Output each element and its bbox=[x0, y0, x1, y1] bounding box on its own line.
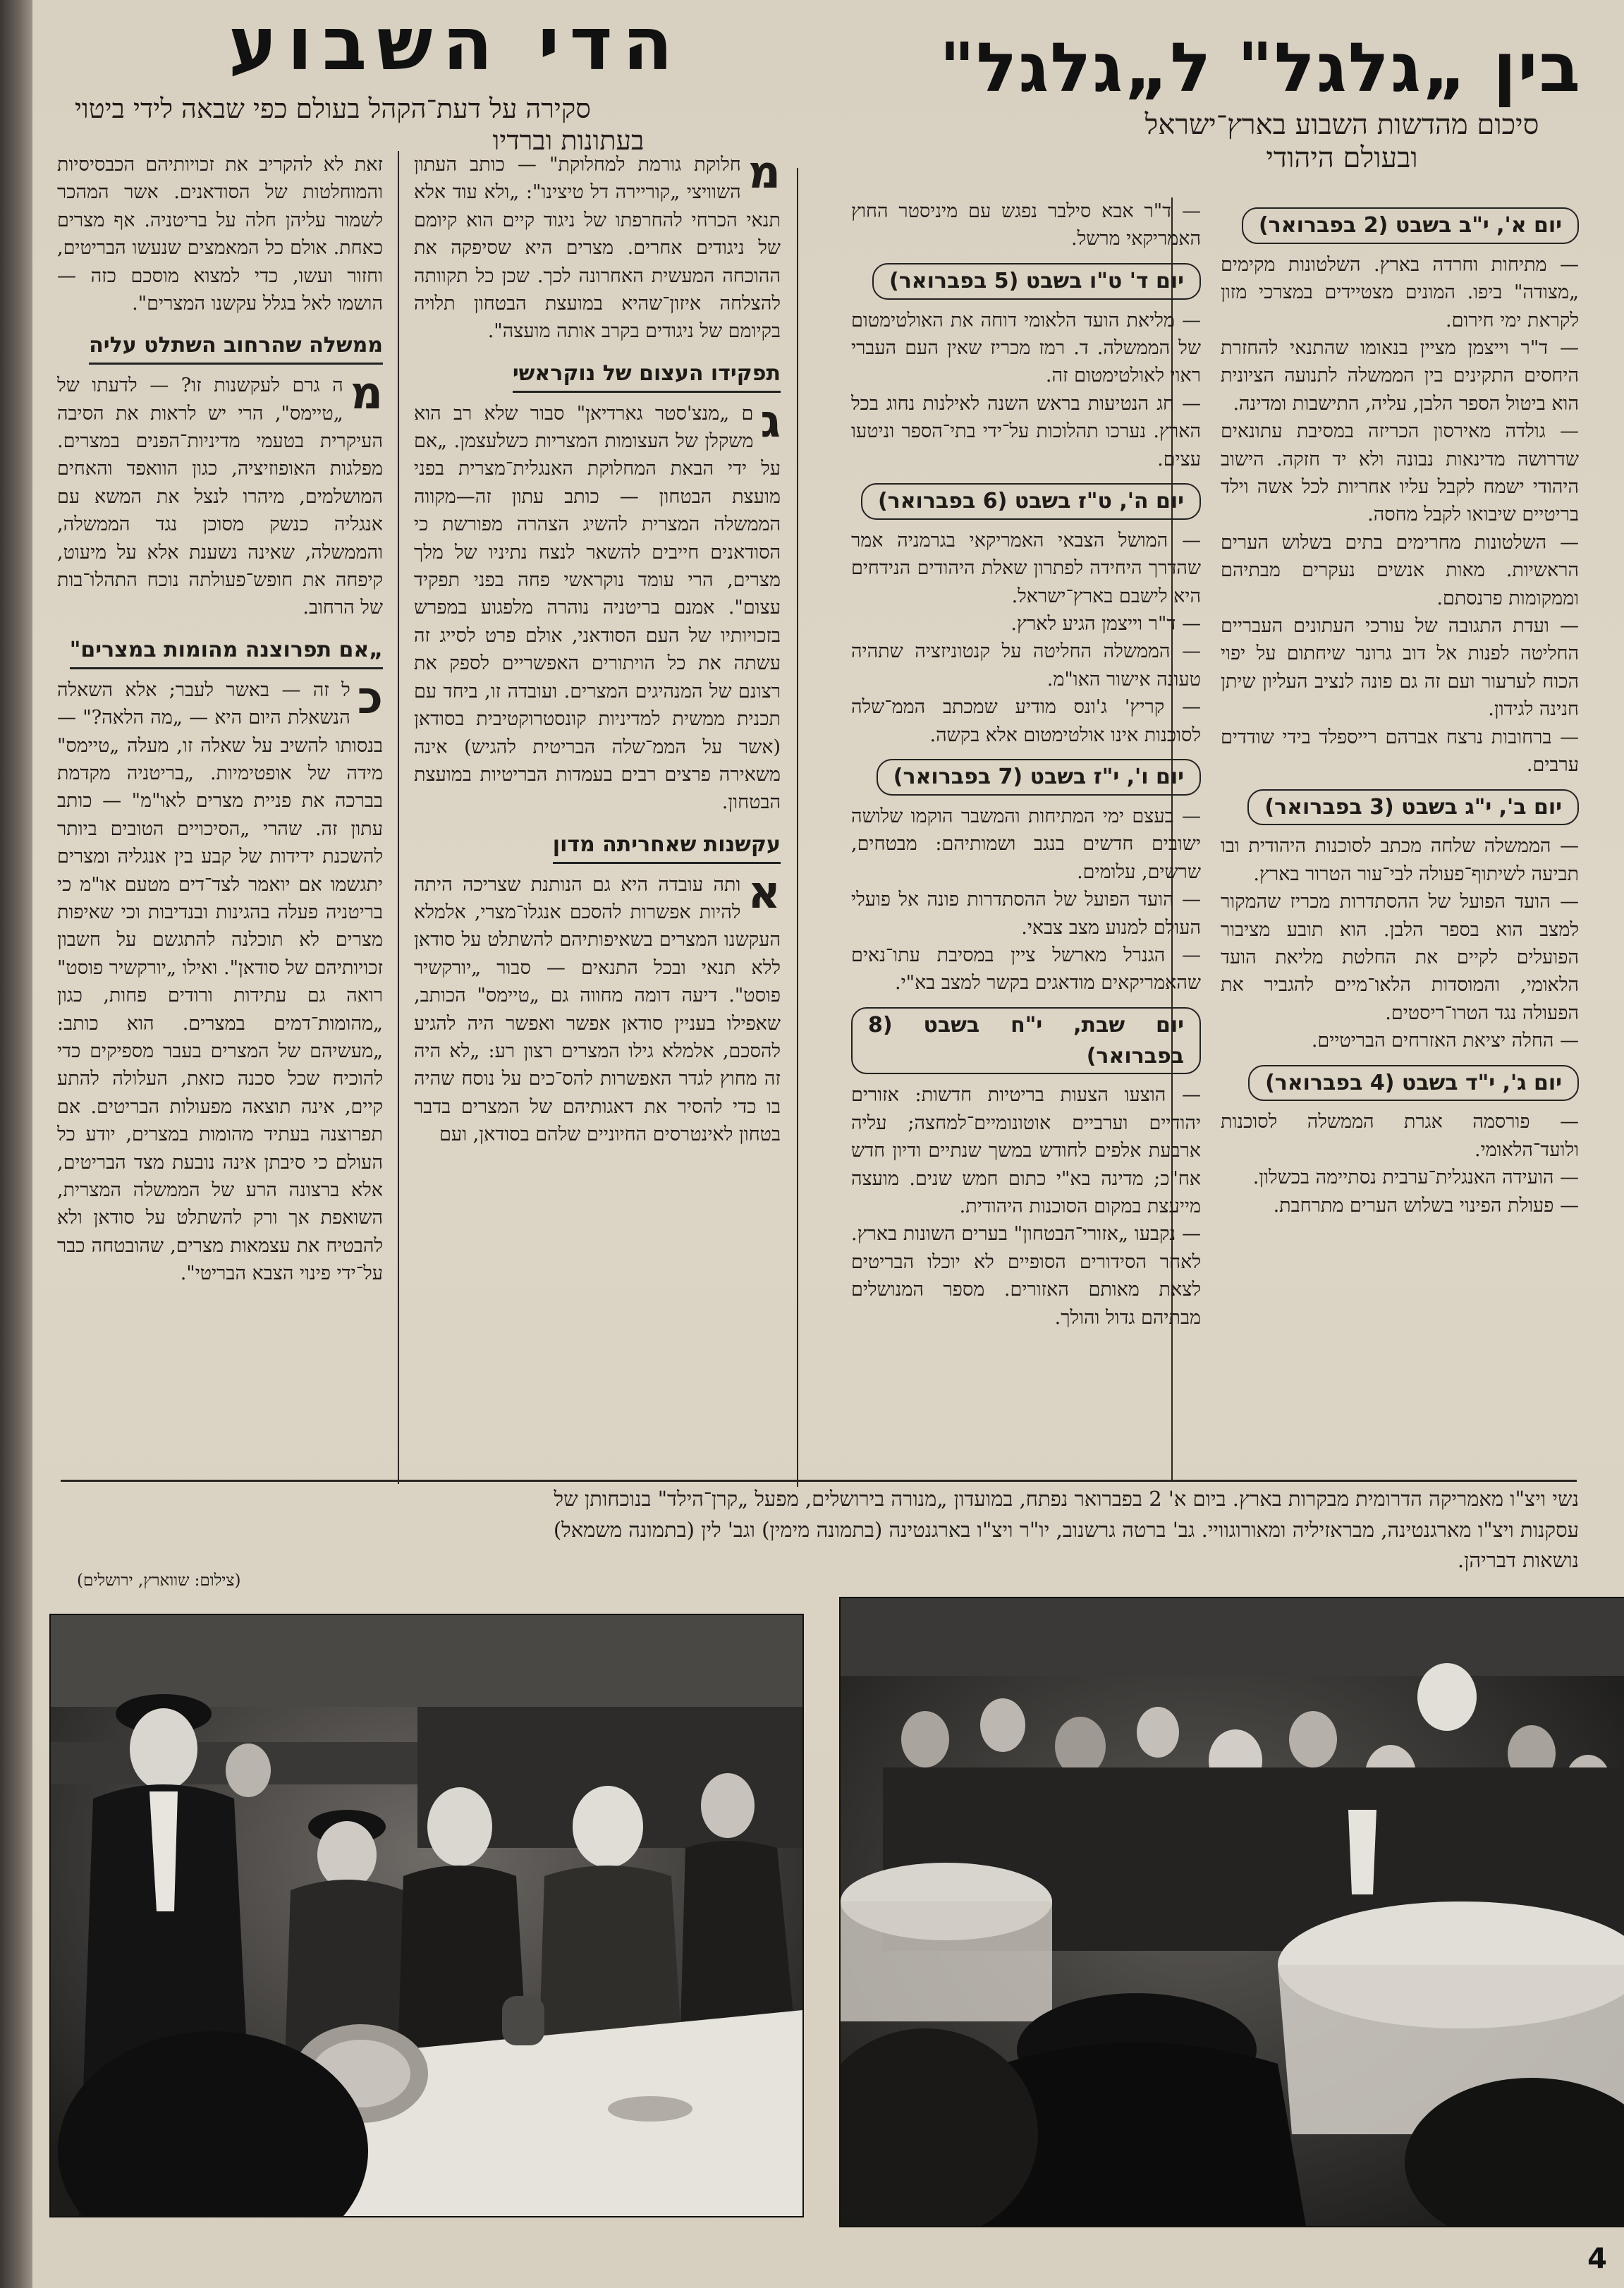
press-paragraph: ג ם „מנצ'סטר גארדיאן" סבור שלא רב הוא משקלן של העצומות המצריות כשלעצמן. „אם על ידי הבאת המחלוקת האנגלית־מצרית בפני מועצת הבטחון — כותב עתון זה—מקווה הממשלה המצרית להשיג הצהרה מפורשת כי הסודאנים חייבים להשאר לנצח נתיניו של מלך מצרים, הרי עומד נוקראשי פחה בפני תפקיד עצום". אמנם בריטניה נוהרה מלפגוע במפרש בזכויותיו של העם הסודאני, אולם פרט לסייג זה עשתה את כל הויתורים האפשריים לספק את רצונם של המנהיגים המצרים. ועובדה זו, ביחד עם תכנית ממשית למדיניות קונסטרוקטיבית בסודאן (אשר על הממ־שלה הבריטית להגיש) אינה משאירה פרצים רבים בעמדות הבריטיות במועצת הבטחון. bbox=[414, 395, 781, 814]
dropcap: א bbox=[747, 866, 781, 919]
echoes-subtitle-1: סקירה על דעת־הקהל בעולם כפי שבאה לידי ביטוי bbox=[75, 93, 591, 124]
weekly-summary-title: בין „גלגל" ל„גלגל" bbox=[939, 28, 1582, 107]
press-column-3 bbox=[414, 151, 781, 1484]
press-paragraph: זאת לא להקריב את זכויותיהם הכבסיסיות והמוחלטות של הסודאנים. אשר המהכר לשמור עליהן חלה על בריטניה. אף מצרים כאחת. אולם כל המאמצים שנעשו הבריטים, וחזור ועשו, כדי למצוא מוסכם כזה — הושמו לאל בגלל עקשנו המצרים". bbox=[57, 154, 383, 315]
date-heading: יום א', י"ב בשבט (2 בפברואר) bbox=[1242, 207, 1579, 244]
news-item: — הועד הפועל של ההסתדרות מכריז שהמקור למצב הוא בספר הלבן. הוא תובע מציבור הפועלים לקיים את החלטת מליאת הועד הלאומי, והמוסדות הלאו־מיים להגביר את הפעולה נגד הטרו־ריסטים. bbox=[1221, 891, 1579, 1024]
news-item: — גולדה מאירסון הכריזה במסיבת עתונאים שדרושה מדינאות נבונה ולא יד חזקה. הישוב היהודי ישמח לקבל עליו אחריות לכל אשה וילד בריטיים שיבואו לקבל מחסה. bbox=[1221, 420, 1579, 526]
date-heading: יום ו', י"ז בשבט (7 בפברואר) bbox=[877, 759, 1201, 796]
press-paragraph: כ ל זה — באשר לעבר; אלא השאלה הנשאלת היום היא — „מה הלאה?" — בנסותו להשיב על שאלה זו, מעלה „טיימס" מידה של אופטימיות. „בריטניה מקדמת בברכה את פניית מצרים לאו"מ" — כותב עתון זה. שהרי „הסיכויים הטובים ביותר להשכנת ידידות של קבע בין אנגליה ומצרים יתגשמו אם יואמר לצד־דים מטעם או"מ כי בריטניה פעלה בהגינות ובנדיבות וכי שאיפות מצרים לא תוכלנה להתגשם על חשבון זכויותיהם של סודאן". ואילו „יורקשיר פוסט" רואה גם עתידות ורודים פחות, כגון „מהומות־דמים במצרים. הוא כותב: „מעשיהם של המצרים בעבר מספיקים כדי להוכיח שכל סכנה כזאת, העלולה להתע קיים, אינה תוצאה מפעולות הבריטים. אם תפרוצנה בעתיד מהומות במצרים, יודע כל העולם כי סיבתן אינה נובעת מצד הבריטים, אלא ברצונה הרע של הממשלה המצרית, השואפת אך ורק להשתלט על סודאן ולא להבטיח את עצמאות מצרים, שהובטחה כבר על־ידי פינוי הצבא הבריטי". bbox=[57, 671, 383, 1285]
news-item: — השלטונות מחרימים בתים בשלוש הערים הראשיות. מאות אנשים נעקרים מבתיהם וממקומות פרנסתם. bbox=[1221, 531, 1579, 609]
date-heading: יום ה', ט"ז בשבט (6 בפברואר) bbox=[861, 483, 1201, 520]
weekly-summary-subtitle-2: ובעולם היהודי bbox=[1266, 142, 1418, 175]
page-number: 4 bbox=[1587, 2243, 1607, 2275]
column-rule bbox=[797, 168, 798, 1487]
photo-left bbox=[49, 1614, 804, 2217]
echoes-masthead bbox=[75, 1, 836, 157]
news-item: — ד"ר וייצמן הגיע לארץ. bbox=[1011, 613, 1201, 635]
magazine-page bbox=[32, 0, 1624, 2288]
news-item: — מליאת הועד הלאומי דוחה את האולטימטום של הממשלה. ד. רמז מכריז שאין העם העברי ראוי לאולטימטום זה. bbox=[851, 309, 1201, 387]
date-heading: יום ב', י"ג בשבט (3 בפברואר) bbox=[1247, 789, 1579, 826]
caption-line: נושאות דבריהן. bbox=[1457, 1548, 1579, 1572]
caption-rule bbox=[61, 1480, 1577, 1482]
caption-line: עסקנות ויצ"ו מארגנטינה, מבראזיליה ומאורוגוויי. גב' ברטה גרשנוב, יו"ר ויצ"ו בארגנטינה (בתמונה מימין) וגב' לין (בתמונה משמאל) bbox=[553, 1517, 1579, 1542]
press-paragraph: מ ה גרם לעקשנות זו? — לדעתו של „טיימס", הרי יש לראות את הסיבה העיקרית בטעמי מדיניות־הפנים במצרים. מפלגות האופוזיציה, כגון הוואפד והאחים המושלמים, מיהרו לנצל את המשא עם אנגליה כנשק מסוכן נגד הממשלה, והממשלה, שאינה נשענת אלא על מיעוט, קיפחה את חופש־פעולתה נוכח התהלו־בות של הרחוב. bbox=[57, 367, 383, 619]
news-item: — הממשלה החליטה על קנטוניזציה שתהיה טעונה אישור האו"מ. bbox=[851, 640, 1201, 690]
echoes-title: הדי השבוע bbox=[228, 1, 683, 87]
section-heading: ממשלה שהרחוב השתלט עליה bbox=[89, 330, 383, 365]
photo-credit: (צילום: שווארץ, ירושלים) bbox=[77, 1571, 241, 1590]
section-heading: „אם תפרוצנה מהומות במצרים" bbox=[70, 635, 383, 669]
photo-right-image bbox=[841, 1598, 1624, 2226]
photo-right bbox=[839, 1597, 1624, 2227]
book-binding bbox=[0, 0, 32, 2288]
date-heading: יום ד' ט"ו בשבט (5 בפברואר) bbox=[872, 263, 1201, 300]
news-item: — הוצעו הצעות בריטיות חדשות: אזורים יהודיים וערביים אוטונומיים־למחצה; עליה ארבעת אלפים לחודש במשך שנתיים ודיון חדש אח"כ; מדינה בא"י כתום חמש שנים. מועצה מייעצת במקום הסוכנות היהודית. bbox=[851, 1084, 1201, 1217]
photo-left-image bbox=[51, 1615, 802, 2216]
news-item: — ברחובות נרצח אברהם רייספלד בידי שודדים ערבים. bbox=[1221, 726, 1579, 777]
date-heading: יום שבת, י"ח בשבט (8 בפברואר) bbox=[851, 1007, 1201, 1075]
photo-caption bbox=[77, 1484, 1579, 1590]
news-item: — הממשלה שלחה מכתב לסוכנות היהודית ובו תביעה לשיתוף־פעולה לבי־עור הטרור בארץ. bbox=[1221, 835, 1579, 885]
press-column-4 bbox=[57, 151, 383, 1484]
caption-line: נשי ויצ"ו מאמריקה הדרומית מבקרות בארץ. ביום א' 2 בפברואר נפתח, במועדון „מנורה בירושלים, מפעל „קרן־הילד" בנוכחותן של bbox=[554, 1487, 1579, 1511]
news-item: — ד"ר אבא סילבר נפגש עם מיניסטר החוץ האמריקאי מרשל. bbox=[851, 200, 1201, 250]
news-item: — המושל הצבאי האמריקאי בגרמניה אמר שהדרך היחידה לפתרון שאלת היהודים הנידחים היא לישבם בארץ־ישראל. bbox=[851, 529, 1201, 607]
news-column-2 bbox=[851, 197, 1201, 1481]
news-item: — ד"ר וייצמן מציין בנאומו שהתנאי להחזרת היחסים התקינים בין הממשלה לתנועה הציונית הוא ביטול הספר הלבן, עליה, התישבות ומדינה. bbox=[1221, 337, 1579, 415]
section-heading: תפקידו העצום של נוקראשי bbox=[513, 358, 781, 393]
press-paragraph: א ותה עובדה היא גם הנותנת שצריכה היתה להיות אפשרות להסכם אנגלו־מצרי, אלמלא העקשנו המצרים בשאיפותיהם להשתלט על סודאן ללא תנאי ובכל התנאים — סבור „יורקשיר פוסט". דיעה דומה מחווה גם „טיימס" הכותב, שאפילו בעניין סודאן אפשר ואפשר היה להגיע להסכם, אלמלא גילו המצרים רצון רע: „לא היה זה מחוץ לגדר האפשרות להס־כים על נוסח שהיה בו כדי להסיר את דאגותיהם של המצרים בדבר בטחון לאינטרסים החיוניים שלהם בסודאן, ועם bbox=[414, 866, 781, 1146]
news-item: — בעצם ימי המתיחות והמשבר הוקמו שלושה ישובים חדשים בנגב ושמותיהם: מבטחים, שרשים, עלומים. bbox=[851, 805, 1201, 883]
news-item: — החלה יציאת האזרחים הבריטיים. bbox=[1311, 1030, 1579, 1052]
news-item: — הועד הפועל של ההסתדרות פונה אל פועלי העולם למנוע מצב צבאי. bbox=[851, 889, 1201, 939]
dropcap: מ bbox=[747, 151, 781, 199]
news-item: — פעולת הפינוי בשלוש הערים מתרחבת. bbox=[1273, 1194, 1579, 1217]
dropcap: מ bbox=[350, 367, 383, 420]
weekly-summary-masthead bbox=[877, 28, 1582, 175]
dropcap: כ bbox=[357, 671, 383, 724]
news-item: — חג הנטיעות בראש השנה לאילנות נחוג בכל הארץ. נערכו תהלוכות על־ידי בתי־הספר וניטעו עצים. bbox=[851, 392, 1201, 470]
news-column-1 bbox=[1221, 197, 1579, 1481]
news-item: — פורסמה אגרת הממשלה לסוכנות ולועד־הלאומי. bbox=[1221, 1111, 1579, 1161]
news-item: — נקבעו „אזורי־הבטחון" בערים השונות בארץ. לאחר הסידורים הסופיים לא יוכלו הבריטים לצאת מאותם האזורים. מספר המנושלים מבתיהם גדול והולך. bbox=[851, 1223, 1201, 1329]
news-item: — מתיחות וחרדה בארץ. השלטונות מקימים „מצודה" ביפו. המונים מצטיידים במצרכי מזון לקראת ימי חירום. bbox=[1221, 253, 1579, 331]
echoes-subtitle-2: בעתונות וברדיו bbox=[492, 124, 645, 156]
date-heading: יום ג', י"ד בשבט (4 בפברואר) bbox=[1248, 1065, 1579, 1102]
news-item: — ועדת התגובה של עורכי העתונים העבריים החליטה לפנות אל דוב גרונר שיחתום על יפוי הכוח לערעור ועם זה גם פונה לנציב העליון שיתן חנינה לגידון. bbox=[1221, 615, 1579, 721]
news-item: — הגנרל מארשל ציין במסיבת עתו־נאים שהאמריקאים מודאגים בקשר למצב בא"י. bbox=[851, 944, 1201, 994]
dropcap: ג bbox=[760, 395, 781, 448]
news-item: — קריץ' ג'ונס מודיע שמכתב הממ־שלה לסוכנות אינו אולטימטום אלא בקשה. bbox=[851, 696, 1201, 746]
news-item: — הועידה האנגלית־ערבית נסתיימה בכשלון. bbox=[1252, 1167, 1579, 1189]
weekly-summary-subtitle-1: סיכום מהדשות השבוע בארץ־ישראל bbox=[1144, 109, 1539, 141]
section-heading: עקשנות שאחריתה מדון bbox=[553, 829, 781, 864]
column-rule bbox=[398, 151, 399, 1484]
press-paragraph: מ חלוקת גורמת למחלוקת" — כותב העתון השוויצי „קוריירה דל טיצינו": „ולא עוד אלא תנאי הכרחי להחרפתו של ניגוד קיים הוא קיומם של ניגודים אחרים. מצרים היא שסיפקה את ההוכחה המעשית האחרונה לכך. שכן כל תקוותה להצלחה איזון־שהיא במועצת הבטחון תלויה בקיומם של ניגודים בקרב אותה מועצה". bbox=[414, 151, 781, 343]
